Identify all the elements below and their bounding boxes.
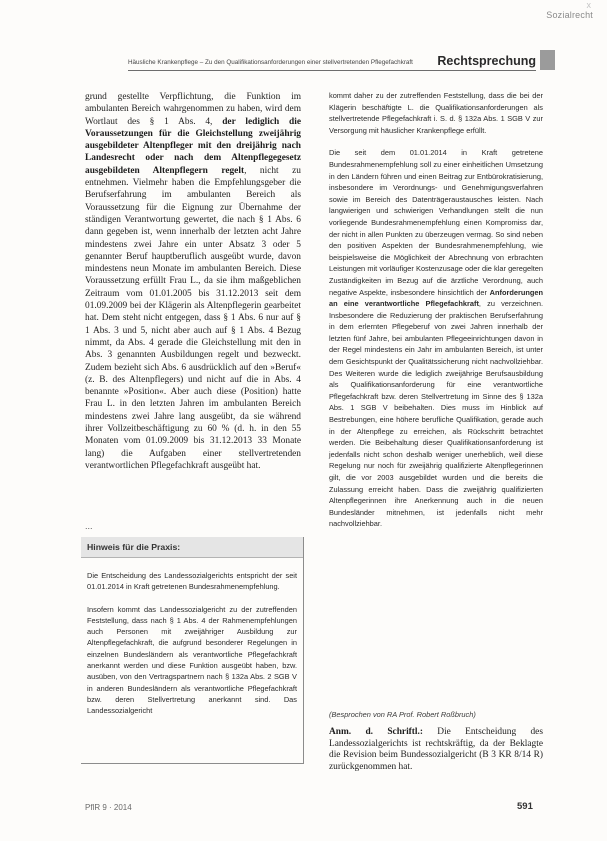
editor-note-text: Die Entscheidung des Landessozialgerichts ist rechtskräftig, da der Beklagte die Revision beim Bundessozialgericht (B 3 KR 8/14 R) zurückgenommen hat. [329, 727, 543, 772]
practice-hint-title: Hinweis für die Praxis: [81, 537, 303, 558]
right-column [329, 90, 543, 530]
journal-issue: PflR 9 · 2014 [85, 803, 132, 812]
right-text-part2: , zu verzeichnen. Insbesondere die Reduzierung der praktischen Berufserfahrung in dem erlernten Pflegeberuf von zwei Jahren innerhalb der letzten fünf Jahre, bei ambulanten Pflegeeinrichtungen davon in der Regel mindestens ein Jahr im ambulanten Bereich, ist unter dem Gesichtspunkt der Qualitätssicherung nicht nachvollziehbar. Des Weiteren wurde die lediglich zweijährige Berufsausbildung als Qualifikationsanforderung für eine verantwortliche Pflegefachkraft bzw. deren Stellvertretung im Sinne des § 132a Abs. 1 SGB V beibehalten. Dies muss im Hinblick auf Bestrebungen, eine höhere berufliche Qualifikation, gerade auch in der Altenpflege zu erreichen, als Rückschritt betrachtet werden. Die Beibehaltung dieser Qualifikationsanforderung ist jedenfalls nicht schon deshalb weniger unerheblich, weil diese Regelung nur noch für zweijährig qualifizierte Altenpflegerinnen gilt, die vor 2003 ausgebildet wurden und die bereits die Zulassung erreicht haben. Dass die zweijährig qualifizierten Altenpflegerinnen ihre Anerkennung auch in die neuen Bundesländer mitnehmen, ist jedenfalls nicht mehr nachvollziehbar. [329, 299, 544, 529]
page-number: 591 [517, 801, 533, 812]
reviewer-note: (Besprochen von RA Prof. Robert Roßbruch) [329, 710, 476, 719]
header-title: Rechtsprechung [437, 54, 536, 68]
left-paragraph [85, 91, 301, 472]
editor-note [329, 727, 543, 773]
editor-note-paragraph [329, 727, 543, 773]
right-paragraph-2 [329, 147, 543, 530]
left-column [85, 91, 301, 472]
editor-note-label: Anm. d. Schriftl.: [329, 727, 423, 737]
left-text-bold: der lediglich die Voraussetzungen für die Gleichstellung zweijährig ausgebildeter Altenpfleger mit den dreijährig nach Landesrecht oder nach dem Altenpflegegesetz ausgebildeten Altenpflegern regelt [85, 116, 302, 176]
ellipsis: ... [85, 521, 93, 531]
practice-hint-paragraph-1: Die Entscheidung des Landessozialgerichts entspricht der seit 01.01.2014 in Kraft getretenen Bundesrahmenempfehlung. [87, 571, 297, 592]
right-text-part1: Die seit dem 01.01.2014 in Kraft getretene Bundesrahmenempfehlung soll zu einer einheitlichen Umsetzung in den Ländern führen und einen Beitrag zur Entbürokratisierung, insbesondere im Verordnungs- und Genehmigungsverfahren sowie im Bereich des Datenträgeraustausches leisten. Nach langwierigen und schwierigen Verhandlungen stellt die nun vorliegende Bundesrahmenempfehlung einen Kompromiss dar, der nicht in allen Punkten zu überzeugen vermag. So sind neben den positiven Aspekten der Bundesrahmenempfehlung, wie beispielsweise die Möglichkeit der Abrechnung von erbrachten Leistungen mit vorläufiger Kostenzusage oder die klar geregelten Zuständigkeiten im Bezug auf die ärztliche Verordnung, auch negative Aspekte, insbesondere hinsichtlich der [329, 148, 543, 297]
header-subtitle: Häusliche Krankenpflege – Zu den Qualifikationsanforderungen einer stellvertretenden Pflegefachkraft [128, 59, 413, 66]
right-paragraph-1: kommt daher zu der zutreffenden Feststellung, dass die bei der Klägerin beschäftigte L. die Qualifikationsanforderungen als stellvertretende Pflegefachkraft i. S. d. § 132a Abs. 1 SGB V zur Versorgung mit häuslicher Krankenpflege erfüllt. [329, 91, 543, 135]
practice-hint-paragraph-2: Insofern kommt das Landessozialgericht zu der zutreffenden Feststellung, dass nach § 1 Abs. 4 der Rahmenempfehlungen auch Personen mit zweijähriger Ausbildung zur Altenpflegefachkraft, die aufgrund besonderer Regelungen in einzelnen Bundesländern als verantwortliche Pflegefachkraft anerkannt werden und diese Funktion ausgeübt haben, bzw. ausüben, von den Vertragspartnern nach § 132a Abs. 2 SGB V in anderen Bundesländern als verantwortliche Pflegefachkraft bzw. deren Stellvertretung anerkannt sind. Das Landessozialgericht [87, 604, 297, 716]
left-text-part1: grund gestellte Verpflichtung, die Funktion im ambulanten Bereich wahrgenommen zu haben, wird dem Wortlaut des § 1 Abs. 4, [85, 92, 301, 127]
practice-hint-body [81, 558, 303, 717]
practice-hint-box [81, 537, 304, 764]
corner-mark: x [586, 0, 591, 10]
left-text-part2: , nicht zu entnehmen. Vielmehr haben die Empfehlungsgeber die Berufserfahrung im ambulanten Bereich als Voraussetzung für die Eignung zur Übernahme der ständigen Verantwortung gewertet, die nach § 1 Abs. 6 dann gegeben ist, wenn innerhalb der letzten acht Jahre mindestens zwei Jahre ein unter Absatz 3 oder 5 genannter Beruf hauptberuflich ausgeübt wurde, davon mindestens neun Monate im ambulanten Bereich. Diese Voraussetzung erfüllt Frau L., da sie ihm maßgeblichen Zeitraum vom 01.01.2005 bis 31.12.2013 seit dem 01.09.2009 bei der Klägerin als Altenpflegerin gearbeitet hat. Dem steht nicht entgegen, dass § 1 Abs. 6 nur auf § 1 Abs. 3 und 5, nicht aber auch auf § 1 Abs. 4 Bezug nimmt, da Abs. 4 gerade die Gleichstellung mit den in Abs. 3 genannten Ausbildungen regelt und bezweckt. Zudem bezieht sich Abs. 6 ausdrücklich auf den »Beruf« (z. B. des Altenpflegers) und nicht auf die in Abs. 4 benannte »Position«. Aber auch diese (Position) hatte Frau L. in den letzten Jahren im ambulanten Bereich mindestens zwei Jahre lang ausgeübt, da sie während ihrer Vollzeitbeschäftigung zu 60 % (d. h. in den 55 Monaten vom 01.09.2009 bis 31.12.2013 33 Monate lang) die Aufgaben einer stellvertretenden verantwortlichen Pflegefachkraft ausgeübt hat. [85, 165, 301, 471]
header-tab-block [540, 50, 555, 70]
section-label: Sozialrecht [546, 10, 593, 20]
page-header [128, 47, 536, 71]
right-text-bold: Anforderungen an eine verantwortliche Pflegefachkraft [329, 287, 543, 309]
